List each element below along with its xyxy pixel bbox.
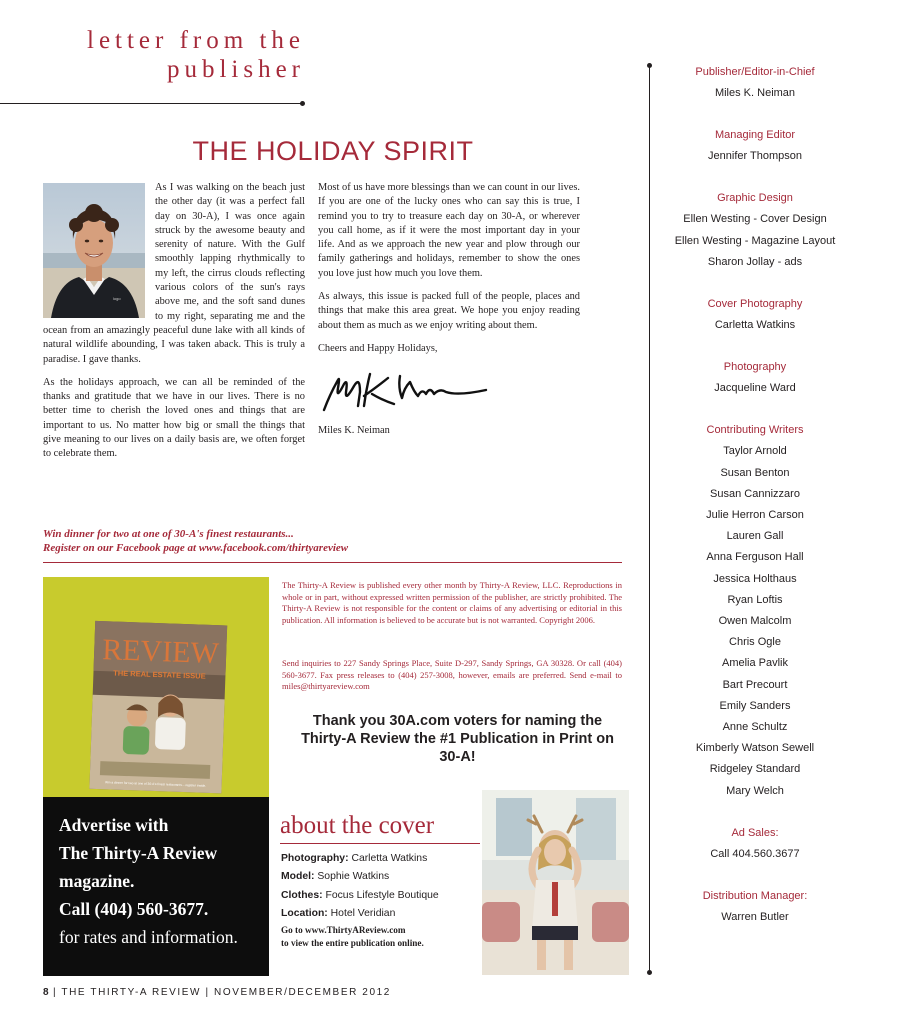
masthead bbox=[660, 62, 850, 949]
masthead-name: Julie Herron Carson bbox=[706, 509, 804, 522]
credit-value: Sophie Watkins bbox=[317, 871, 390, 883]
article-column-2 bbox=[318, 181, 580, 448]
header-rule bbox=[0, 103, 302, 104]
masthead-name: Taylor Arnold bbox=[723, 445, 787, 458]
masthead-role: Photography bbox=[723, 361, 787, 374]
advertisement-cover-panel bbox=[43, 577, 269, 797]
page-footer bbox=[43, 987, 391, 998]
masthead-section bbox=[660, 420, 850, 801]
advertisement-black-panel bbox=[43, 797, 269, 976]
masthead-section bbox=[660, 62, 850, 104]
credit-row bbox=[281, 850, 481, 868]
masthead-role: Cover Photography bbox=[707, 298, 803, 311]
ad-line: for rates and information. bbox=[59, 927, 238, 947]
cover-credits bbox=[281, 850, 481, 923]
masthead-name: Chris Ogle bbox=[729, 636, 781, 649]
masthead-name: Ryan Loftis bbox=[727, 593, 783, 606]
masthead-name: Owen Malcolm bbox=[718, 615, 792, 628]
masthead-role: Graphic Design bbox=[717, 192, 793, 205]
section-header-line1: letter from the bbox=[87, 27, 305, 54]
masthead-name: Jennifer Thompson bbox=[708, 150, 802, 163]
masthead-name: Susan Benton bbox=[720, 466, 790, 479]
paragraph: As I was walking on the beach just the other day (it was a perfect fall day on 30-A), I was once again struck by the awesome beauty and serenity of nature. With the Gulf smoothly lapping rhythmically to my left, the cirrus clouds reflecting various colors of the sun's rays above me, and the soft sand dunes to my right, separating me and the ocean from an amazingly peaceful dune lake with all kinds of natural wildlife abounding, I was taken aback. This is truly a paradise. I gave thanks. bbox=[43, 182, 305, 365]
masthead-name: Sharon Jollay - ads bbox=[707, 255, 803, 268]
masthead-name: Bart Precourt bbox=[722, 678, 788, 691]
facebook-promo bbox=[43, 527, 623, 555]
footer-separator: | bbox=[205, 987, 210, 998]
thanks-voters-notice: Thank you 30A.com voters for naming the Thirty-A Review the #1 Publication in Print on 30-A! bbox=[301, 713, 614, 765]
credit-value: Hotel Veridian bbox=[330, 907, 396, 919]
masthead-section bbox=[660, 357, 850, 399]
cover-bottom-line: Win a dinner for two at one of 30-A's finest restaurants... register inside. bbox=[105, 780, 207, 788]
masthead-name: Amelia Pavlik bbox=[721, 657, 789, 670]
credit-row bbox=[281, 887, 481, 905]
masthead-name: Miles K. Neiman bbox=[714, 87, 796, 99]
masthead-name: Mary Welch bbox=[726, 784, 784, 797]
ad-phone-line: Call (404) 560-3677. bbox=[59, 899, 209, 919]
masthead-name: Carletta Watkins bbox=[714, 319, 796, 332]
paragraph: Most of us have more blessings than we can count in our lives. If you are one of the lucky ones who can say this is true, I remind you to try to treasure each day on 30-A, or wherever you call home, as if it were the most important day in your life. And as we approach the new year and plow through our family gatherings and holidays, remember to show the ones you love just how much you love them. bbox=[318, 182, 580, 279]
section-header bbox=[0, 26, 305, 84]
masthead-name: Anne Schultz bbox=[722, 721, 788, 734]
svg-text:logo: logo bbox=[113, 296, 121, 301]
promo-line-1: Win dinner for two at one of 30-A's finest restaurants... bbox=[43, 528, 294, 540]
section-header-line2: publisher bbox=[166, 56, 305, 83]
credit-value: Carletta Watkins bbox=[351, 853, 428, 864]
credit-label: Location: bbox=[281, 907, 328, 919]
paragraph: As the holidays approach, we can all be reminded of the thanks and gratitude that we have in our lives. There is no better time to cherish the loved ones and things that are important to us. No matter how big or small the things that give meaning to our lives on a daily basis are, we often forget to celebrate them. bbox=[43, 376, 305, 460]
credit-label: Photography: bbox=[281, 853, 349, 864]
masthead-name: Call 404.560.3677 bbox=[710, 847, 800, 860]
footer-magazine: THE THIRTY-A REVIEW bbox=[61, 987, 202, 998]
magazine-cover-thumbnail bbox=[43, 577, 269, 797]
masthead-section bbox=[660, 125, 850, 167]
masthead-name: Emily Sanders bbox=[719, 699, 791, 712]
masthead-rule-dot bbox=[647, 970, 652, 975]
masthead-name: Jacqueline Ward bbox=[714, 382, 796, 395]
credit-row bbox=[281, 905, 481, 923]
credit-label: Model: bbox=[281, 871, 315, 883]
masthead-role: Contributing Writers bbox=[706, 424, 804, 437]
masthead-role: Managing Editor bbox=[714, 129, 796, 142]
publisher-signature bbox=[318, 366, 493, 416]
promo-line-2: Register on our Facebook page at www.facebook.com/thirtyareview bbox=[43, 542, 349, 554]
masthead-rule-dot bbox=[647, 63, 652, 68]
about-cover-title: about the cover bbox=[280, 812, 435, 839]
article-column-1 bbox=[43, 181, 305, 471]
masthead-name: Ridgeley Standard bbox=[709, 763, 801, 776]
masthead-name: Ellen Westing - Magazine Layout bbox=[674, 234, 836, 247]
website-callout bbox=[281, 924, 481, 949]
masthead-role: Distribution Manager: bbox=[702, 890, 808, 903]
masthead-section bbox=[660, 823, 850, 865]
masthead-section bbox=[660, 886, 850, 928]
credit-label: Clothes: bbox=[281, 889, 323, 901]
paragraph: As always, this issue is packed full of the people, places and things that make this area great. We hope you enjoy reading about them as much as we enjoy writing about them. bbox=[318, 291, 580, 331]
masthead-name: Ellen Westing - Cover Design bbox=[683, 213, 827, 226]
masthead-rule bbox=[649, 66, 650, 972]
page-number: 8 bbox=[43, 987, 49, 998]
header-rule-dot bbox=[300, 101, 305, 106]
masthead-role: Publisher/Editor-in-Chief bbox=[695, 66, 815, 78]
masthead-name: Anna Ferguson Hall bbox=[706, 551, 804, 564]
signoff-name: Miles K. Neiman bbox=[318, 425, 390, 437]
credit-value: Focus Lifestyle Boutique bbox=[325, 889, 439, 901]
credit-row bbox=[281, 868, 481, 886]
closing-line: Cheers and Happy Holidays, bbox=[318, 342, 438, 354]
ad-line: magazine. bbox=[59, 871, 135, 891]
cover-model-photo bbox=[482, 790, 629, 975]
ad-line: Advertise with bbox=[59, 815, 169, 835]
contact-notice: Send inquiries to 227 Sandy Springs Place, Suite D-297, Sandy Springs, GA 30328. Or call (404) 560-3677. Fax press releases to (404) 257-3008, however, emails are preferred. Send e-mail to miles@thirtyareview.com bbox=[282, 658, 622, 692]
website-link[interactable]: Go to www.ThirtyAReview.com bbox=[281, 925, 406, 935]
about-cover-rule bbox=[280, 843, 480, 844]
masthead-name: Lauren Gall bbox=[726, 530, 784, 543]
masthead-role: Ad Sales: bbox=[731, 826, 779, 839]
cover-masthead: REVIEW bbox=[101, 633, 220, 671]
masthead-name: Warren Butler bbox=[721, 911, 789, 924]
masthead-name: Susan Cannizzaro bbox=[710, 487, 800, 500]
masthead-section bbox=[660, 294, 850, 336]
masthead-name: Kimberly Watson Sewell bbox=[695, 742, 815, 755]
publisher-portrait bbox=[43, 183, 145, 318]
cover-headline: THE REAL ESTATE ISSUE bbox=[113, 668, 206, 681]
footer-issue: NOVEMBER/DECEMBER 2012 bbox=[214, 987, 391, 998]
website-callout-line2: to view the entire publication online. bbox=[281, 937, 424, 948]
promo-rule bbox=[43, 562, 622, 563]
article-title: THE HOLIDAY SPIRIT bbox=[192, 136, 474, 166]
footer-separator: | bbox=[52, 987, 58, 998]
ad-line: The Thirty-A Review bbox=[59, 843, 218, 863]
legal-notice: The Thirty-A Review is published every other month by Thirty-A Review, LLC. Reproductions in whole or in part, without expressed written permission of the publisher, are strictly prohibited. The Thirty-A Review is not responsible for the content or claims of any advertising or editorial in this publication. All information is believed to be accurate but is not warranted. Copyright 2006. bbox=[282, 580, 622, 625]
masthead-section bbox=[660, 188, 850, 273]
masthead-name: Jessica Holthaus bbox=[713, 572, 797, 585]
